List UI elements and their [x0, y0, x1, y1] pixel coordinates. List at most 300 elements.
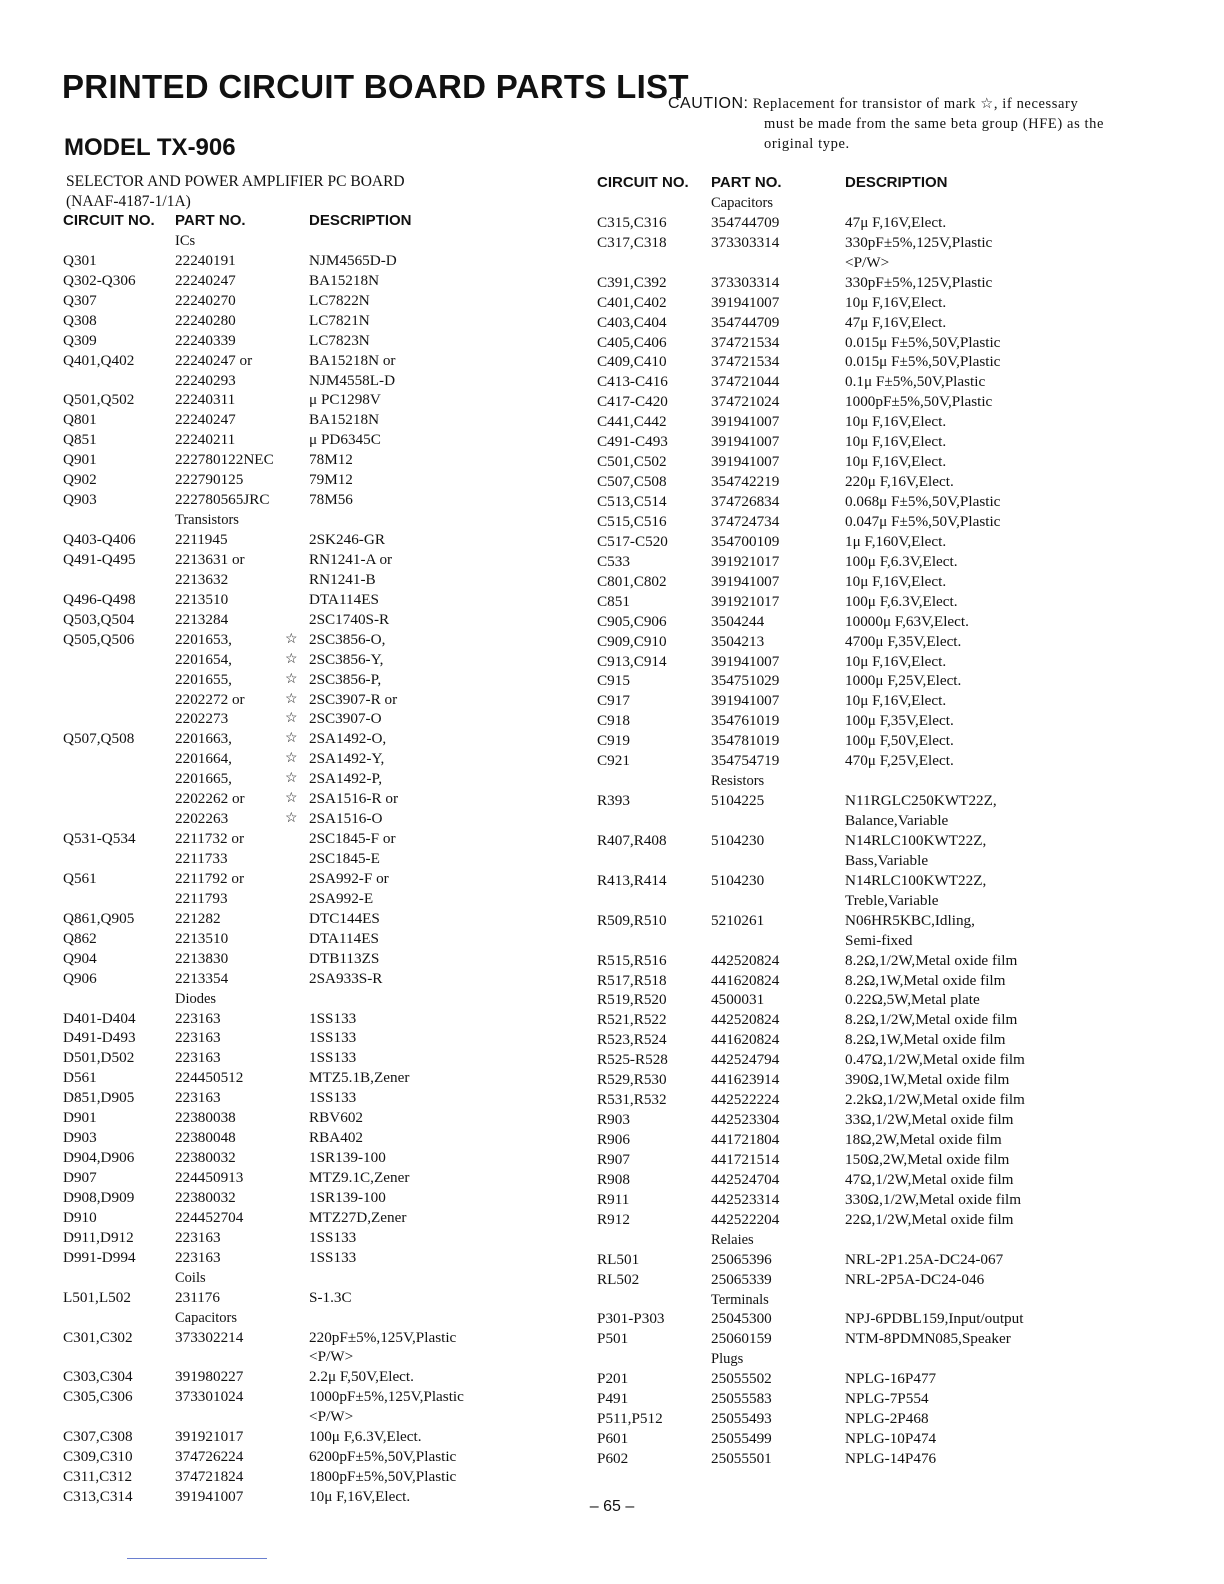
circuit-no: C917	[597, 692, 630, 710]
description: 1SS133	[309, 1029, 357, 1047]
table-row	[597, 1369, 1157, 1389]
star-mark-icon: ☆	[285, 651, 298, 667]
circuit-no: Q491-Q495	[63, 550, 136, 568]
description: 1SS133	[309, 1089, 357, 1107]
table-row	[597, 1309, 1157, 1329]
table-row	[63, 610, 563, 630]
description: RBA402	[309, 1129, 364, 1147]
description: <P/W>	[309, 1408, 354, 1426]
circuit-no: C517-C520	[597, 532, 668, 550]
circuit-no: C533	[597, 552, 630, 570]
table-row	[597, 253, 1157, 273]
description: NPLG-2P468	[845, 1410, 929, 1428]
part-no: 3504213	[711, 632, 765, 650]
board-title	[66, 172, 405, 212]
circuit-no: C305,C306	[63, 1388, 133, 1406]
circuit-no: Q307	[63, 291, 97, 309]
part-no: 2211792 or	[175, 869, 245, 887]
description: 330pF±5%,125V,Plastic	[845, 273, 993, 291]
circuit-no: R531,R532	[597, 1091, 667, 1109]
left-table-header	[63, 211, 563, 231]
part-no: 2202262 or	[175, 790, 245, 808]
table-row	[63, 1288, 563, 1308]
part-no: Diodes	[175, 990, 217, 1007]
circuit-no: D851,D905	[63, 1089, 135, 1107]
table-row	[597, 851, 1157, 871]
description: 330pF±5%,125V,Plastic	[845, 233, 993, 251]
circuit-no: C501,C502	[597, 453, 667, 471]
table-row	[63, 709, 563, 729]
table-row	[597, 572, 1157, 592]
table-row	[597, 1389, 1157, 1409]
part-no: 25045300	[711, 1310, 772, 1328]
table-row	[597, 632, 1157, 652]
table-row	[597, 1270, 1157, 1290]
circuit-no: Q507,Q508	[63, 730, 135, 748]
table-row	[63, 1467, 563, 1487]
circuit-no: R523,R524	[597, 1031, 667, 1049]
table-row	[597, 233, 1157, 253]
circuit-no: Q531-Q534	[63, 830, 136, 848]
part-no: 391921017	[175, 1428, 244, 1446]
description: 1SS133	[309, 1009, 357, 1027]
table-row	[597, 532, 1157, 552]
circuit-no: C417-C420	[597, 393, 668, 411]
description: DTC144ES	[309, 909, 380, 927]
part-no: 5104230	[711, 831, 765, 849]
part-no: 391921017	[711, 592, 780, 610]
description: 78M56	[309, 491, 353, 509]
description: 10μ F,16V,Elect.	[845, 433, 947, 451]
description: 330Ω,1/2W,Metal oxide film	[845, 1190, 1022, 1208]
part-no: 223163	[175, 1228, 221, 1246]
table-row	[63, 949, 563, 969]
table-row	[63, 729, 563, 749]
table-row	[597, 193, 1157, 213]
circuit-no: C301,C302	[63, 1328, 133, 1346]
table-row	[597, 1030, 1157, 1050]
description: RN1241-B	[309, 570, 376, 588]
description: 6200pF±5%,50V,Plastic	[309, 1448, 457, 1466]
col-header-circuit: CIRCUIT NO.	[63, 212, 155, 229]
part-no: 5210261	[711, 911, 765, 929]
circuit-no: C307,C308	[63, 1428, 133, 1446]
description: 10μ F,16V,Elect.	[845, 453, 947, 471]
description: 10μ F,16V,Elect.	[845, 572, 947, 590]
circuit-no: Q561	[63, 869, 97, 887]
table-row	[63, 490, 563, 510]
table-row	[597, 313, 1157, 333]
circuit-no: Q801	[63, 411, 97, 429]
part-no: 374721534	[711, 333, 780, 351]
part-no: 25055583	[711, 1390, 772, 1408]
table-row	[63, 331, 563, 351]
circuit-no: Q851	[63, 431, 97, 449]
right-table-header	[597, 173, 1157, 193]
part-no: 441620824	[711, 971, 780, 989]
description: 1SS133	[309, 1049, 357, 1067]
part-no: 2201655,	[175, 670, 232, 688]
description: 0.047μ F±5%,50V,Plastic	[845, 512, 1001, 530]
table-row	[597, 412, 1157, 432]
part-no: 25060159	[711, 1330, 772, 1348]
table-row	[597, 951, 1157, 971]
description: MTZ9.1C,Zener	[309, 1169, 410, 1186]
table-row	[597, 990, 1157, 1010]
description: μ PC1298V	[309, 391, 381, 409]
part-no: ICs	[175, 232, 196, 249]
col-header-description: DESCRIPTION	[845, 174, 948, 191]
description: 2.2kΩ,1/2W,Metal oxide film	[845, 1091, 1025, 1109]
page-title: PRINTED CIRCUIT BOARD PARTS LIST	[62, 68, 689, 105]
circuit-no: D903	[63, 1129, 97, 1147]
circuit-no: Q903	[63, 491, 97, 509]
description: 2SA1492-P,	[309, 770, 382, 788]
part-no: 391941007	[711, 692, 780, 710]
part-no: 391941007	[711, 652, 780, 670]
table-row	[63, 1347, 563, 1367]
table-row	[63, 630, 563, 650]
part-no: 2211945	[175, 531, 228, 548]
description: 10μ F,16V,Elect.	[309, 1488, 411, 1505]
part-no: 354781019	[711, 732, 780, 750]
star-mark-icon: ☆	[285, 671, 298, 687]
circuit-no: D491-D493	[63, 1029, 136, 1047]
description: 100μ F,35V,Elect.	[845, 712, 954, 730]
part-no: 374726834	[711, 493, 780, 510]
part-no: 22240311	[175, 391, 236, 409]
circuit-no: Q496-Q498	[63, 590, 136, 608]
description: NPLG-14P476	[845, 1450, 937, 1467]
description: LC7822N	[309, 291, 370, 309]
description: 2SA933S-R	[309, 969, 383, 987]
table-row	[63, 430, 563, 450]
description: 2SA992-E	[309, 889, 374, 907]
description: N11RGLC250KWT22Z,	[845, 792, 997, 810]
table-row	[63, 390, 563, 410]
circuit-no: C921	[597, 752, 630, 770]
description: 2SC3907-O	[309, 710, 382, 728]
part-no: 442523314	[711, 1190, 780, 1208]
table-row	[63, 1268, 563, 1288]
description: 2SC1740S-R	[309, 610, 390, 628]
table-row	[597, 452, 1157, 472]
part-no: 441721514	[711, 1150, 780, 1168]
circuit-no: D501,D502	[63, 1049, 135, 1067]
part-no: 442522224	[711, 1091, 780, 1109]
description: 10000μ F,63V,Elect.	[845, 612, 969, 630]
circuit-no: RL502	[597, 1270, 640, 1288]
table-row	[597, 512, 1157, 532]
part-no: 391980227	[175, 1368, 244, 1386]
circuit-no: P201	[597, 1370, 629, 1388]
description: Balance,Variable	[845, 812, 949, 829]
circuit-no: Q403-Q406	[63, 531, 136, 548]
table-row	[597, 293, 1157, 313]
circuit-no: P501	[597, 1330, 629, 1348]
circuit-no: C409,C410	[597, 353, 667, 371]
part-no: 373301024	[175, 1388, 244, 1406]
table-row	[597, 432, 1157, 452]
description: NPJ-6PDBL159,Input/output	[845, 1310, 1024, 1328]
table-row	[63, 1028, 563, 1048]
circuit-no: D561	[63, 1069, 97, 1087]
circuit-no: C913,C914	[597, 652, 667, 670]
part-no: 222780122NEC	[175, 451, 274, 469]
description: N14RLC100KWT22Z,	[845, 831, 987, 849]
table-row	[597, 1250, 1157, 1270]
table-row	[597, 911, 1157, 931]
description: N06HR5KBC,Idling,	[845, 911, 975, 929]
circuit-no: D907	[63, 1169, 97, 1186]
description: 22Ω,1/2W,Metal oxide film	[845, 1210, 1014, 1228]
table-row	[597, 871, 1157, 891]
description: 1000μ F,25V,Elect.	[845, 672, 962, 690]
table-row	[597, 971, 1157, 991]
circuit-no: D901	[63, 1109, 97, 1127]
left-parts-table	[63, 211, 563, 1507]
circuit-no: L501,L502	[63, 1288, 131, 1306]
table-row	[597, 891, 1157, 911]
circuit-no: D904,D906	[63, 1149, 135, 1167]
table-row	[63, 1148, 563, 1168]
part-no: 391941007	[711, 453, 780, 471]
description: 33Ω,1/2W,Metal oxide film	[845, 1111, 1014, 1129]
part-no: 2213830	[175, 949, 229, 967]
circuit-no: C413-C416	[597, 373, 668, 391]
table-row	[597, 691, 1157, 711]
table-row	[63, 570, 563, 590]
description: 220pF±5%,125V,Plastic	[309, 1328, 457, 1346]
table-row	[63, 251, 563, 271]
board-title-line-1: SELECTOR AND POWER AMPLIFIER PC BOARD	[66, 173, 405, 190]
table-row	[63, 1427, 563, 1447]
part-no: 442520824	[711, 1011, 780, 1029]
part-no: 374726224	[175, 1448, 244, 1466]
part-no: 22240293	[175, 371, 236, 389]
table-row	[63, 1088, 563, 1108]
table-row	[63, 690, 563, 710]
part-no: 354700109	[711, 532, 780, 550]
table-row	[63, 371, 563, 391]
description: 100μ F,6.3V,Elect.	[845, 592, 958, 610]
part-no: 391941007	[711, 293, 780, 311]
description: 2SK246-GR	[309, 531, 385, 548]
description: BA15218N or	[309, 351, 396, 369]
part-no: 2211733	[175, 850, 228, 867]
table-row	[597, 831, 1157, 851]
part-no: 25065396	[711, 1250, 772, 1268]
circuit-no: C311,C312	[63, 1468, 133, 1486]
circuit-no: P601	[597, 1430, 629, 1448]
part-no: 374724734	[711, 512, 780, 530]
part-no: 442522204	[711, 1210, 780, 1228]
table-row	[597, 731, 1157, 751]
description: NTM-8PDMN085,Speaker	[845, 1330, 1011, 1348]
part-no: 22380048	[175, 1129, 236, 1147]
table-row	[597, 1070, 1157, 1090]
description: NRL-2P1.25A-DC24-067	[845, 1250, 1004, 1268]
part-no: 2211732 or	[175, 830, 245, 848]
circuit-no: R911	[597, 1190, 630, 1208]
description: LC7821N	[309, 311, 370, 329]
part-no: 5104225	[711, 792, 765, 810]
circuit-no: R517,R518	[597, 971, 667, 989]
circuit-no: D910	[63, 1208, 97, 1226]
star-mark-icon: ☆	[285, 631, 298, 647]
table-row	[63, 410, 563, 430]
part-no: 441721804	[711, 1131, 780, 1148]
description: 1000pF±5%,125V,Plastic	[309, 1388, 464, 1406]
circuit-no: R907	[597, 1150, 630, 1168]
description: 2SA1516-R or	[309, 790, 399, 808]
table-row	[63, 1108, 563, 1128]
circuit-no: C303,C304	[63, 1368, 133, 1386]
right-table-body	[597, 193, 1157, 1469]
description: 8.2Ω,1/2W,Metal oxide film	[845, 951, 1018, 969]
right-parts-table	[597, 173, 1157, 1469]
part-no: 391941007	[175, 1488, 244, 1505]
table-row	[63, 809, 563, 829]
table-row	[63, 1308, 563, 1328]
col-header-description: DESCRIPTION	[309, 212, 412, 229]
circuit-no: C851	[597, 592, 630, 610]
table-row	[63, 1009, 563, 1029]
page-number: – 65 –	[589, 1498, 635, 1515]
part-no: 374721024	[711, 393, 780, 411]
description: 47μ F,16V,Elect.	[845, 313, 947, 331]
circuit-no: Q501,Q502	[63, 391, 135, 409]
circuit-no: P301-P303	[597, 1310, 665, 1328]
part-no: 25055499	[711, 1430, 772, 1448]
part-no: Plugs	[711, 1351, 744, 1368]
description: <P/W>	[309, 1348, 354, 1366]
circuit-no: Q309	[63, 331, 97, 349]
description: 1SS133	[309, 1228, 357, 1246]
circuit-no: C905,C906	[597, 612, 667, 630]
description: DTA114ES	[309, 929, 379, 947]
circuit-no: R521,R522	[597, 1011, 667, 1029]
circuit-no: R393	[597, 792, 630, 810]
circuit-no: Q861,Q905	[63, 909, 135, 927]
model-heading: MODEL TX-906	[64, 134, 236, 161]
part-no: 2201653,	[175, 630, 232, 648]
description: Treble,Variable	[845, 891, 939, 909]
circuit-no: C309,C310	[63, 1448, 133, 1466]
table-row	[63, 1248, 563, 1268]
description: 10μ F,16V,Elect.	[845, 293, 947, 311]
part-no: 224450913	[175, 1169, 244, 1186]
part-no: 25055502	[711, 1370, 772, 1388]
description: MTZ5.1B,Zener	[309, 1069, 410, 1087]
circuit-no: C515,C516	[597, 512, 667, 530]
part-no: 223163	[175, 1009, 221, 1027]
part-no: 22240280	[175, 311, 236, 329]
part-no: 22240191	[175, 251, 236, 269]
circuit-no: C403,C404	[597, 313, 667, 331]
table-row	[597, 1429, 1157, 1449]
table-row	[63, 1068, 563, 1088]
table-row	[597, 671, 1157, 691]
circuit-no: D908,D909	[63, 1188, 135, 1206]
description: 2SA1516-O	[309, 810, 383, 828]
part-no: 22240339	[175, 331, 236, 349]
circuit-no: Q301	[63, 251, 97, 269]
table-row	[63, 1387, 563, 1407]
part-no: 223163	[175, 1049, 221, 1067]
description: 2SA1492-Y,	[309, 750, 385, 768]
table-row	[597, 1010, 1157, 1030]
circuit-no: R407,R408	[597, 831, 667, 849]
table-row	[63, 1128, 563, 1148]
circuit-no: R906	[597, 1131, 630, 1148]
part-no: 2213631 or	[175, 550, 245, 568]
description: 1SR139-100	[309, 1149, 386, 1167]
table-row	[597, 333, 1157, 353]
description: μ PD6345C	[309, 431, 381, 449]
description: 2SC1845-E	[309, 850, 380, 867]
table-row	[597, 352, 1157, 372]
circuit-no: D911,D912	[63, 1228, 134, 1246]
table-row	[597, 711, 1157, 731]
table-row	[63, 969, 563, 989]
star-mark-icon: ☆	[285, 691, 298, 707]
table-row	[63, 351, 563, 371]
description: 8.2Ω,1W,Metal oxide film	[845, 1031, 1006, 1049]
part-no: 2213510	[175, 590, 229, 608]
table-row	[63, 989, 563, 1009]
part-no: 5104230	[711, 871, 765, 889]
part-no: 2213354	[175, 969, 229, 987]
part-no: 354744709	[711, 213, 780, 231]
circuit-no: R908	[597, 1170, 630, 1188]
circuit-no: C441,C442	[597, 413, 667, 431]
circuit-no: R525-R528	[597, 1051, 668, 1069]
description: DTA114ES	[309, 590, 379, 608]
table-row	[597, 652, 1157, 672]
table-row	[63, 1367, 563, 1387]
table-row	[597, 1349, 1157, 1369]
table-row	[597, 1290, 1157, 1310]
circuit-no: Q401,Q402	[63, 351, 135, 369]
description: 10μ F,16V,Elect.	[845, 413, 947, 431]
table-row	[597, 213, 1157, 233]
description: 2SA1492-O,	[309, 730, 387, 748]
table-row	[63, 869, 563, 889]
table-row	[63, 590, 563, 610]
caution-note	[668, 94, 1158, 154]
description: RBV602	[309, 1109, 364, 1127]
table-row	[63, 470, 563, 490]
description: 47μ F,16V,Elect.	[845, 213, 947, 231]
circuit-no: C513,C514	[597, 493, 667, 510]
description: 2SC3856-P,	[309, 670, 382, 688]
table-row	[597, 1230, 1157, 1250]
part-no: 373303314	[711, 273, 780, 291]
part-no: 442520824	[711, 951, 780, 969]
table-row	[63, 550, 563, 570]
description: NPLG-16P477	[845, 1370, 937, 1388]
table-row	[597, 1210, 1157, 1230]
table-row	[597, 273, 1157, 293]
part-no: 354754719	[711, 752, 780, 770]
table-row	[597, 1130, 1157, 1150]
table-row	[63, 1407, 563, 1427]
table-row	[63, 231, 563, 251]
description: NJM4565D-D	[309, 251, 397, 269]
table-row	[597, 1449, 1157, 1469]
part-no: 2201654,	[175, 650, 232, 668]
